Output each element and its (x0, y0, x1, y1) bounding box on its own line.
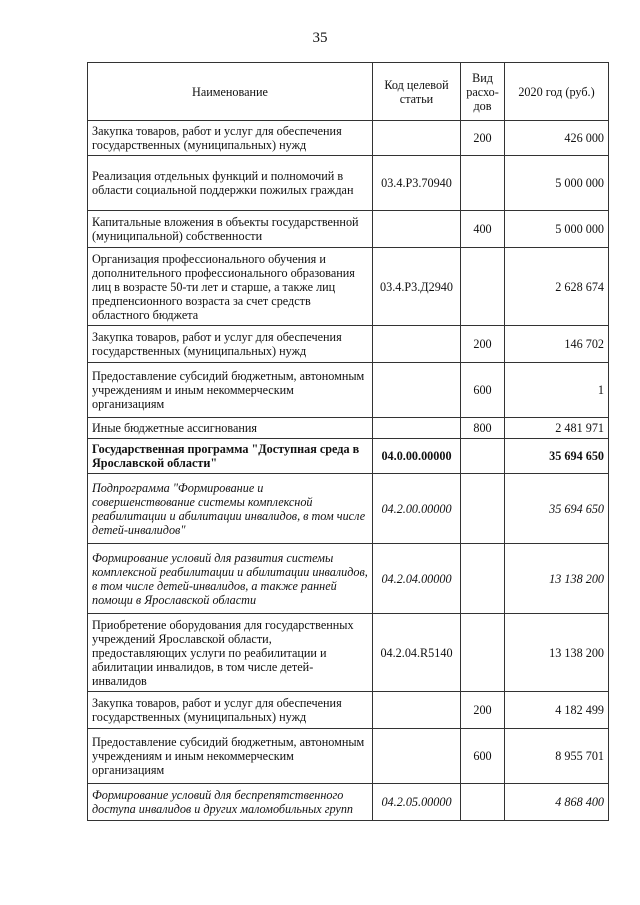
table-row (88, 784, 609, 821)
row-name: Иные бюджетные ассигнования (88, 418, 373, 439)
row-type (461, 474, 505, 544)
table-row (88, 248, 609, 326)
row-sum: 4 182 499 (505, 692, 609, 729)
row-code: 03.4.Р3.70940 (373, 156, 461, 211)
row-name: Предоставление субсидий бюджетным, автономным учреждениям и иным некоммерческим организациям (88, 363, 373, 418)
row-sum: 8 955 701 (505, 729, 609, 784)
row-sum: 5 000 000 (505, 156, 609, 211)
row-name: Предоставление субсидий бюджетным, автономным учреждениям и иным некоммерческим организациям (88, 729, 373, 784)
table-row (88, 474, 609, 544)
table-row (88, 156, 609, 211)
row-code (373, 692, 461, 729)
row-sum: 2 628 674 (505, 248, 609, 326)
row-type: 600 (461, 363, 505, 418)
page-number: 35 (312, 30, 328, 46)
row-code (373, 418, 461, 439)
row-type: 400 (461, 211, 505, 248)
row-name: Организация профессионального обучения и дополнительного профессионального образования лиц в возрасте 50-ти лет и старше, а также лиц предпенсионного возраста за счет средств областного бюджета (88, 248, 373, 326)
row-sum: 5 000 000 (505, 211, 609, 248)
row-type: 200 (461, 326, 505, 363)
row-type: 200 (461, 692, 505, 729)
row-type (461, 614, 505, 692)
budget-table (87, 62, 609, 821)
header-type: Вид расхо-дов (461, 63, 505, 121)
row-code: 04.2.04.R5140 (373, 614, 461, 692)
row-name: Приобретение оборудования для государственных учреждений Ярославской области, предоставляющих услуги по реабилитации и абилитации инвалидов, в том числе детей-инвалидов (88, 614, 373, 692)
row-type (461, 784, 505, 821)
row-name: Формирование условий для развития системы комплексной реабилитации и абилитации инвалидов, в том числе детей-инвалидов, а также ранней помощи в Ярославской области (88, 544, 373, 614)
table-row (88, 121, 609, 156)
row-type: 800 (461, 418, 505, 439)
row-sum: 146 702 (505, 326, 609, 363)
row-code: 04.2.05.00000 (373, 784, 461, 821)
header-code: Код целевой статьи (373, 63, 461, 121)
row-sum: 426 000 (505, 121, 609, 156)
row-type (461, 248, 505, 326)
row-code (373, 326, 461, 363)
row-sum: 1 (505, 363, 609, 418)
row-code (373, 211, 461, 248)
row-type: 600 (461, 729, 505, 784)
row-type (461, 156, 505, 211)
row-code (373, 121, 461, 156)
row-code (373, 363, 461, 418)
table-header-row (88, 63, 609, 121)
row-sum: 13 138 200 (505, 614, 609, 692)
row-name: Капитальные вложения в объекты государственной (муниципальной) собственности (88, 211, 373, 248)
row-name: Государственная программа "Доступная среда в Ярославской области" (88, 439, 373, 474)
row-name: Формирование условий для беспрепятственного доступа инвалидов и других маломобильных групп (88, 784, 373, 821)
table-row (88, 692, 609, 729)
row-code: 04.2.00.00000 (373, 474, 461, 544)
row-name: Закупка товаров, работ и услуг для обеспечения государственных (муниципальных) нужд (88, 692, 373, 729)
row-type (461, 439, 505, 474)
table-row (88, 729, 609, 784)
row-sum: 2 481 971 (505, 418, 609, 439)
table-row (88, 211, 609, 248)
row-code: 03.4.Р3.Д2940 (373, 248, 461, 326)
row-sum: 13 138 200 (505, 544, 609, 614)
row-code: 04.2.04.00000 (373, 544, 461, 614)
header-name: Наименование (88, 63, 373, 121)
table-row (88, 544, 609, 614)
row-sum: 35 694 650 (505, 474, 609, 544)
row-name: Реализация отдельных функций и полномочий в области социальной поддержки пожилых граждан (88, 156, 373, 211)
row-type (461, 544, 505, 614)
header-sum: 2020 год (руб.) (505, 63, 609, 121)
row-name: Закупка товаров, работ и услуг для обеспечения государственных (муниципальных) нужд (88, 326, 373, 363)
row-name: Закупка товаров, работ и услуг для обеспечения государственных (муниципальных) нужд (88, 121, 373, 156)
row-sum: 35 694 650 (505, 439, 609, 474)
row-code: 04.0.00.00000 (373, 439, 461, 474)
row-code (373, 729, 461, 784)
row-sum: 4 868 400 (505, 784, 609, 821)
row-name: Подпрограмма "Формирование и совершенствование системы комплексной реабилитации и абилитации инвалидов, в том числе детей-инвалидов" (88, 474, 373, 544)
table-row (88, 326, 609, 363)
table-row (88, 439, 609, 474)
row-type: 200 (461, 121, 505, 156)
table-row (88, 614, 609, 692)
table-row (88, 418, 609, 439)
table-row (88, 363, 609, 418)
